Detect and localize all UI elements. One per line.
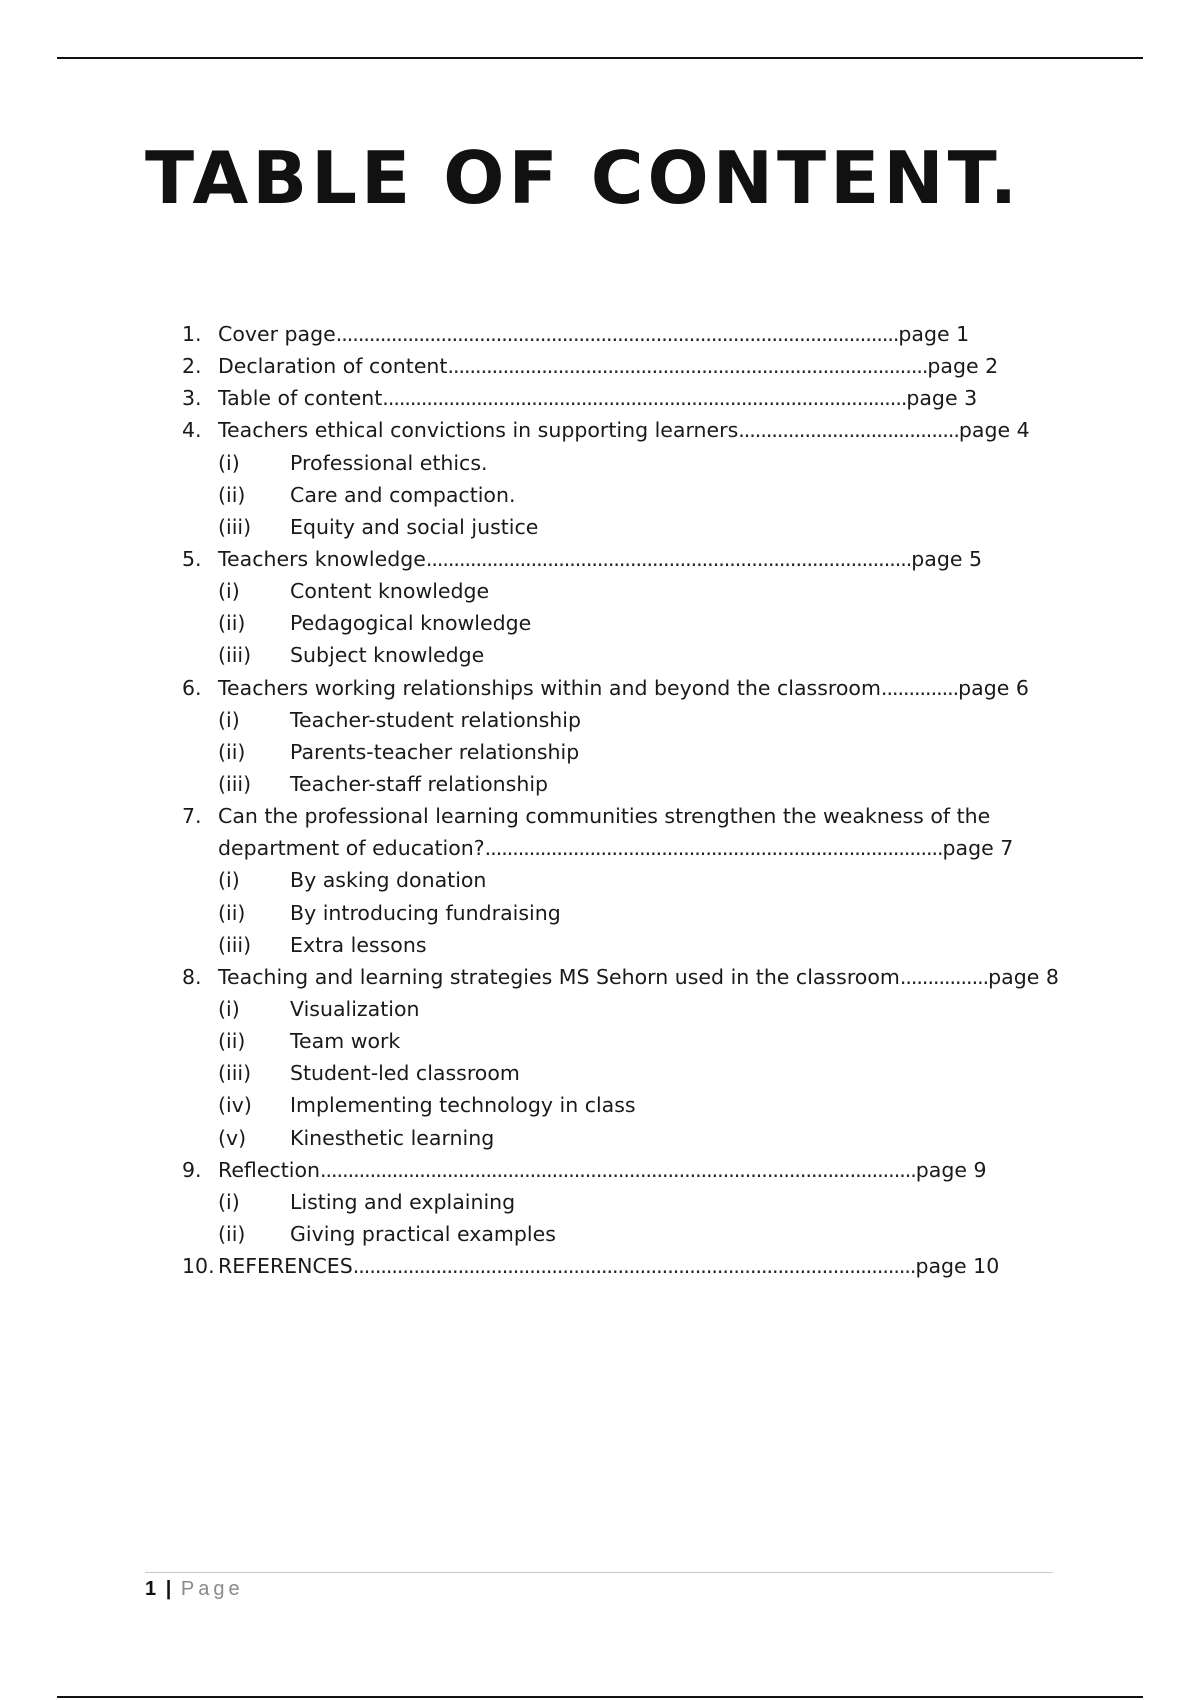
toc-subentry-number: (ii) xyxy=(218,739,246,764)
toc-subentry-number: (i) xyxy=(218,707,240,732)
toc-page-ref: page 9 xyxy=(915,1157,987,1182)
toc-entry-title: Table of content xyxy=(218,386,383,411)
page-title: TABLE OF CONTENT. xyxy=(145,136,1022,220)
toc-entry xyxy=(182,1250,1082,1282)
toc-subentry xyxy=(182,993,1082,1025)
footer-page-label: Page xyxy=(180,1578,244,1600)
toc-subentry-title: Care and compaction. xyxy=(290,482,516,507)
toc-page-ref: page 8 xyxy=(988,964,1059,989)
toc-dot-leader: ....................................................................................... xyxy=(447,354,928,379)
toc-page-ref: page 1 xyxy=(898,322,970,346)
toc-entry-title: REFERENCES xyxy=(218,1254,353,1279)
toc-subentry-number: (ii) xyxy=(218,611,246,636)
toc-dot-leader: ................................................................................... xyxy=(484,836,943,861)
toc-entry-title: Can the professional learning communities strengthen the weakness of the xyxy=(218,804,991,829)
bottom-border-line xyxy=(57,1696,1143,1698)
toc-entry-number: 1. xyxy=(182,322,202,346)
toc-page-ref: page 7 xyxy=(942,836,1014,861)
footer-separator: | xyxy=(165,1578,172,1600)
toc-entry-title: Teaching and learning strategies MS Sehorn used in the classroom xyxy=(218,964,900,989)
toc-entry xyxy=(182,382,1082,414)
toc-subentry-title: By asking donation xyxy=(290,868,487,893)
toc-entry xyxy=(182,800,1082,832)
toc-subentry-title: Pedagogical knowledge xyxy=(290,611,532,636)
toc-page-ref: page 5 xyxy=(911,546,983,571)
toc-subentry-number: (iii) xyxy=(218,771,252,796)
toc-subentry-title: Content knowledge xyxy=(290,579,490,604)
toc-subentry xyxy=(182,575,1082,607)
toc-dot-leader: ...................................................................................................... xyxy=(352,1254,916,1279)
toc-entry-title: Cover page xyxy=(218,322,336,346)
toc-subentry-title: Implementing technology in class xyxy=(290,1093,636,1118)
toc-entry-continuation xyxy=(182,832,1082,864)
footer-divider xyxy=(145,1572,1053,1573)
toc-subentry-title: Teacher-staff relationship xyxy=(290,771,549,796)
toc-subentry-number: (iii) xyxy=(218,932,252,957)
toc-entry-number: 10. xyxy=(182,1254,215,1279)
toc-subentry xyxy=(182,897,1082,929)
toc-entry xyxy=(182,961,1082,993)
toc-entry-number: 4. xyxy=(182,418,202,443)
toc-entry-number: 7. xyxy=(182,804,202,829)
toc-subentry xyxy=(182,447,1082,479)
toc-subentry-title: Kinesthetic learning xyxy=(290,1125,495,1150)
toc-subentry-number: (iv) xyxy=(218,1093,252,1118)
toc-subentry-number: (ii) xyxy=(218,900,246,925)
toc-entry xyxy=(182,414,1082,446)
toc-entry-title: Reflection xyxy=(218,1157,320,1182)
toc-dot-leader: ............................................................................................... xyxy=(382,386,907,411)
toc-entry-title: Teachers ethical convictions in supporting learners xyxy=(218,418,739,443)
toc-entry-title: Declaration of content xyxy=(218,354,448,379)
toc-subentry-number: (ii) xyxy=(218,482,246,507)
toc-entry-title: Teachers working relationships within and beyond the classroom xyxy=(218,675,881,700)
toc-subentry-title: Giving practical examples xyxy=(290,1221,556,1246)
toc-subentry xyxy=(182,1025,1082,1057)
toc-subentry xyxy=(182,1186,1082,1218)
toc-entry-number: 8. xyxy=(182,964,202,989)
toc-subentry-title: Subject knowledge xyxy=(290,643,485,668)
toc-subentry xyxy=(182,1057,1082,1089)
toc-page-ref: page 3 xyxy=(906,386,978,411)
toc-subentry-number: (iii) xyxy=(218,643,252,668)
toc-entry xyxy=(182,350,1082,382)
toc-entry xyxy=(182,672,1082,704)
toc-dot-leader: ........................................................................................ xyxy=(425,546,912,571)
toc-subentry-number: (ii) xyxy=(218,1221,246,1246)
toc-page-ref: page 10 xyxy=(915,1254,1000,1279)
toc-subentry xyxy=(182,929,1082,961)
toc-subentry-number: (ii) xyxy=(218,1029,246,1054)
toc-entry-number: 5. xyxy=(182,546,202,571)
toc-subentry xyxy=(182,607,1082,639)
toc-entry-number: 9. xyxy=(182,1157,202,1182)
toc-entry-title-cont: department of education? xyxy=(218,836,485,861)
toc-subentry-title: Teacher-student relationship xyxy=(290,707,581,732)
toc-subentry xyxy=(182,864,1082,896)
toc-subentry xyxy=(182,479,1082,511)
toc-subentry-title: Visualization xyxy=(290,996,420,1021)
toc-subentry-title: Parents-teacher relationship xyxy=(290,739,580,764)
toc-entry-title: Teachers knowledge xyxy=(218,546,426,571)
toc-entry-number: 3. xyxy=(182,386,202,411)
toc-subentry-title: Listing and explaining xyxy=(290,1189,516,1214)
toc-subentry-title: Team work xyxy=(290,1029,401,1054)
toc-subentry-title: Professional ethics. xyxy=(290,450,488,475)
table-of-contents-list xyxy=(182,318,1082,1282)
toc-page-ref: page 4 xyxy=(958,418,1030,443)
toc-subentry-number: (iii) xyxy=(218,1061,252,1086)
toc-subentry-title: By introducing fundraising xyxy=(290,900,561,925)
toc-entry-number: 6. xyxy=(182,675,202,700)
toc-subentry-number: (i) xyxy=(218,996,240,1021)
toc-subentry-number: (v) xyxy=(218,1125,247,1150)
toc-subentry-title: Student-led classroom xyxy=(290,1061,520,1086)
toc-subentry xyxy=(182,1089,1082,1121)
toc-subentry xyxy=(182,1218,1082,1250)
toc-subentry-number: (i) xyxy=(218,868,240,893)
toc-dot-leader: ...................................................................................................... xyxy=(335,322,899,346)
toc-subentry-number: (i) xyxy=(218,1189,240,1214)
toc-dot-leader: ................ xyxy=(899,964,989,989)
toc-entry xyxy=(182,543,1082,575)
toc-subentry-number: (i) xyxy=(218,579,240,604)
toc-dot-leader: ............................................................................................................ xyxy=(320,1157,916,1182)
toc-subentry xyxy=(182,511,1082,543)
toc-subentry-title: Extra lessons xyxy=(290,932,427,957)
toc-entry-number: 2. xyxy=(182,354,202,379)
toc-subentry xyxy=(182,1122,1082,1154)
toc-dot-leader: ........................................ xyxy=(738,418,959,443)
toc-entry xyxy=(182,1154,1082,1186)
toc-subentry xyxy=(182,768,1082,800)
top-border-line xyxy=(57,57,1143,59)
page-footer xyxy=(145,1578,244,1601)
toc-dot-leader: .............. xyxy=(880,675,959,700)
toc-subentry xyxy=(182,704,1082,736)
toc-subentry-number: (iii) xyxy=(218,514,252,539)
toc-page-ref: page 6 xyxy=(958,675,1029,700)
toc-page-ref: page 2 xyxy=(927,354,999,379)
footer-page-number: 1 xyxy=(145,1578,157,1600)
toc-subentry-number: (i) xyxy=(218,450,240,475)
toc-entry xyxy=(182,318,1082,350)
toc-subentry-title: Equity and social justice xyxy=(290,514,539,539)
toc-subentry xyxy=(182,639,1082,671)
toc-subentry xyxy=(182,736,1082,768)
